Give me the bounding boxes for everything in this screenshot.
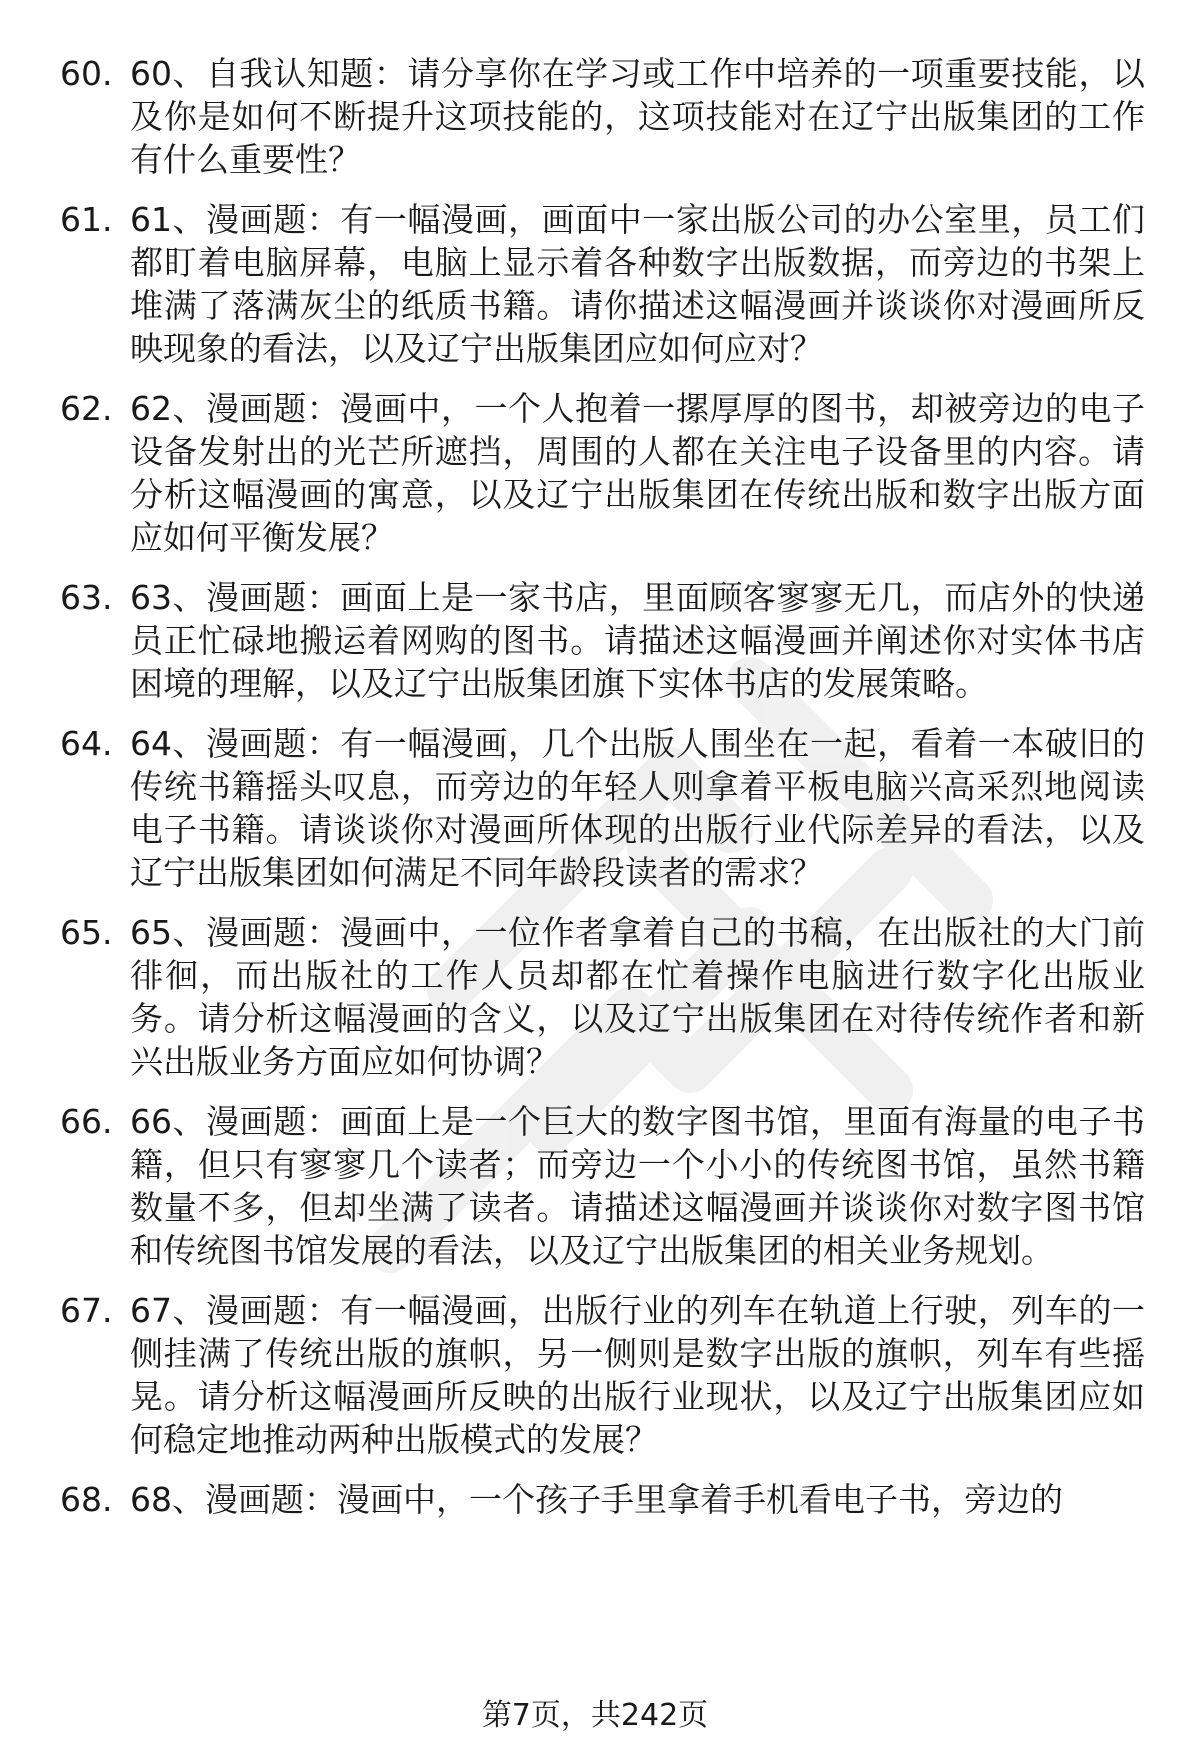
question-number: 63. (60, 578, 113, 617)
question-text: 66、漫画题：画面上是一个巨大的数字图书馆，里面有海量的电子书籍，但只有寥寥几个读者；而旁边一个小小的传统图书馆，虽然书籍数量不多，但却坐满了读者。请描述这幅漫画并谈谈你对数字图书馆和传统图书馆发展的看法，以及辽宁出版集团的相关业务规划。 (130, 1102, 1145, 1270)
question-number: 67. (60, 1291, 113, 1330)
question-text: 60、自我认知题：请分享你在学习或工作中培养的一项重要技能，以及你是如何不断提升这项技能的，这项技能对在辽宁出版集团的工作有什么重要性？ (130, 54, 1145, 179)
question-number: 60. (60, 54, 113, 93)
question-item (60, 198, 1145, 370)
question-list (60, 52, 1145, 1538)
question-number: 68. (60, 1480, 113, 1519)
question-text: 62、漫画题：漫画中，一个人抱着一摞厚厚的图书，却被旁边的电子设备发射出的光芒所遮挡，周围的人都在关注电子设备里的内容。请分析这幅漫画的寓意，以及辽宁出版集团在传统出版和数字出版方面应如何平衡发展？ (130, 389, 1145, 557)
question-text: 61、漫画题：有一幅漫画，画面中一家出版公司的办公室里，员工们都盯着电脑屏幕，电脑上显示着各种数字出版数据，而旁边的书架上堆满了落满灰尘的纸质书籍。请你描述这幅漫画并谈谈你对漫画所反映现象的看法，以及辽宁出版集团应如何应对？ (130, 200, 1145, 368)
question-number: 66. (60, 1102, 113, 1141)
question-item (60, 722, 1145, 894)
page-footer: 第7页，共242页 (481, 1698, 709, 1733)
question-text: 64、漫画题：有一幅漫画，几个出版人围坐在一起，看着一本破旧的传统书籍摇头叹息，而旁边的年轻人则拿着平板电脑兴高采烈地阅读电子书籍。请谈谈你对漫画所体现的出版行业代际差异的看法，以及辽宁出版集团如何满足不同年龄段读者的需求？ (130, 724, 1145, 892)
question-text: 63、漫画题：画面上是一家书店，里面顾客寥寥无几，而店外的快递员正忙碌地搬运着网购的图书。请描述这幅漫画并阐述你对实体书店困境的理解，以及辽宁出版集团旗下实体书店的发展策略。 (130, 578, 1145, 703)
question-number: 65. (60, 913, 113, 952)
question-item (60, 52, 1145, 181)
question-item (60, 1289, 1145, 1461)
question-item (60, 1478, 1145, 1521)
question-item (60, 911, 1145, 1083)
question-number: 64. (60, 724, 113, 763)
question-item (60, 387, 1145, 559)
question-number: 62. (60, 389, 113, 428)
question-item (60, 1100, 1145, 1272)
question-text: 68、漫画题：漫画中，一个孩子手里拿着手机看电子书，旁边的 (130, 1480, 1063, 1519)
question-text: 67、漫画题：有一幅漫画，出版行业的列车在轨道上行驶，列车的一侧挂满了传统出版的旗帜，另一侧则是数字出版的旗帜，列车有些摇晃。请分析这幅漫画所反映的出版行业现状，以及辽宁出版集团应如何稳定地推动两种出版模式的发展？ (130, 1291, 1145, 1459)
question-number: 61. (60, 200, 113, 239)
question-text: 65、漫画题：漫画中，一位作者拿着自己的书稿，在出版社的大门前徘徊，而出版社的工作人员却都在忙着操作电脑进行数字化出版业务。请分析这幅漫画的含义，以及辽宁出版集团在对待传统作者和新兴出版业务方面应如何协调？ (130, 913, 1145, 1081)
question-item (60, 576, 1145, 705)
